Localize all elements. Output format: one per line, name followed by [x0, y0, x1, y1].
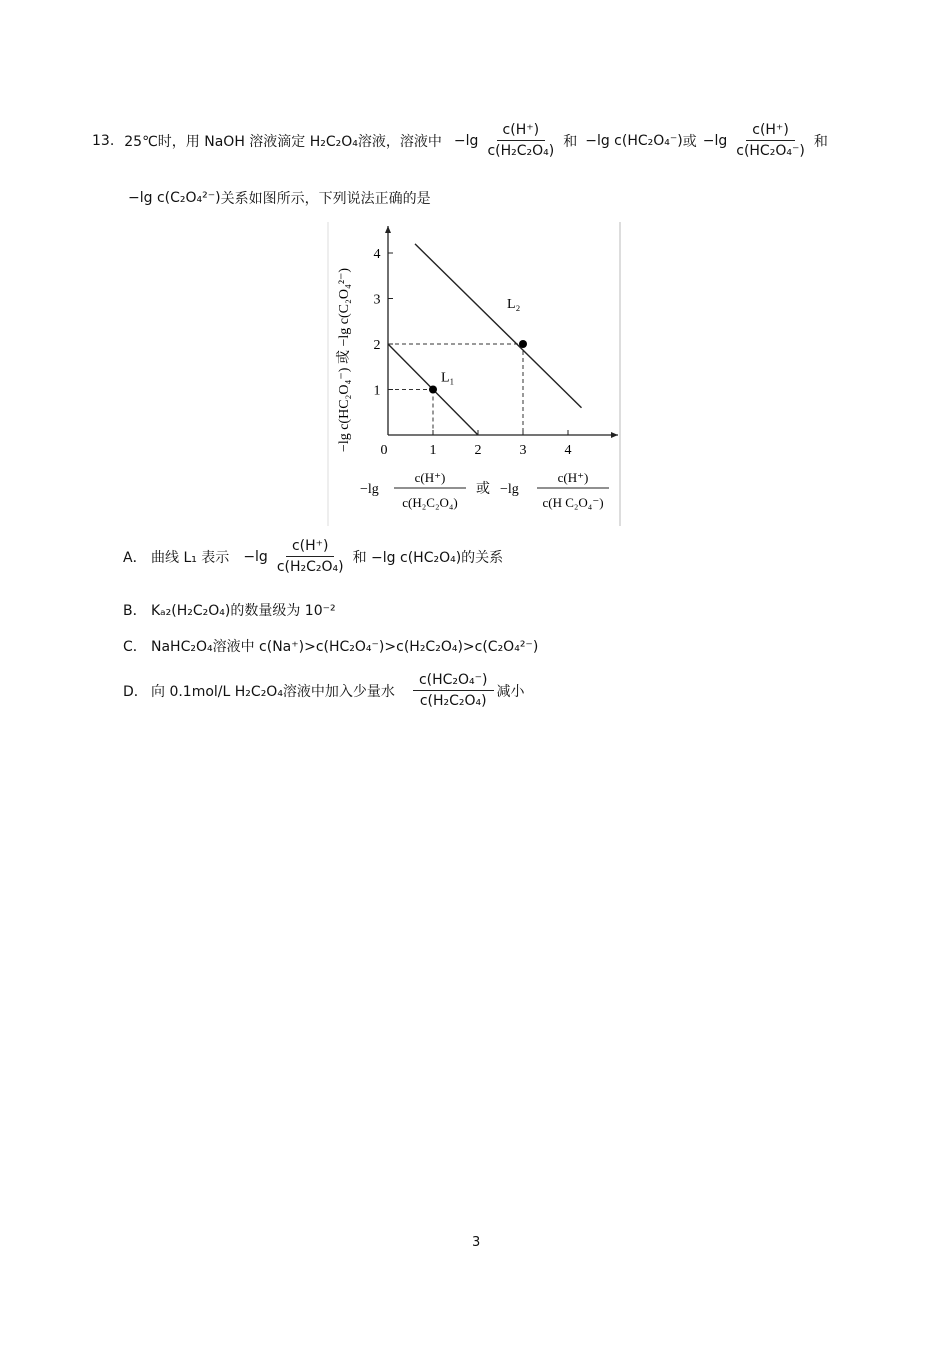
neglg-3: −lg: [702, 132, 728, 149]
page-number: 3: [472, 1235, 481, 1250]
series-label-1: L₁: [441, 370, 455, 386]
series-point-1: [429, 386, 437, 394]
line-chart: [326, 220, 622, 528]
fraction-3-denominator: c(HC₂O₄⁻): [736, 143, 805, 159]
series-point-2: [519, 340, 527, 348]
fraction-3-numerator: c(H⁺): [746, 122, 795, 141]
expr-4: −lg c(C₂O₄²⁻): [128, 190, 221, 206]
x-tick-label: 4: [564, 443, 572, 458]
and-1: 和: [563, 133, 578, 150]
option-c-text: NaHC₂O₄溶液中 c(Na⁺)>c(HC₂O₄⁻)>c(H₂C₂O₄)>c(C₂O₄²⁻): [151, 639, 539, 655]
option-d-label: D．: [123, 683, 148, 700]
chart-ticks: [374, 247, 572, 458]
question-stem-line2: [128, 188, 431, 208]
chart-axes: [385, 226, 618, 438]
or-1: 或: [682, 133, 697, 150]
fraction-3: [730, 122, 811, 159]
y-tick-label: 1: [373, 383, 381, 399]
x-label-denominator-2: c(H C₂O₄⁻): [542, 495, 604, 510]
y-tick-label: 2: [373, 338, 381, 353]
question-stem-line1: [92, 122, 828, 159]
y-axis-arrow: [385, 226, 391, 233]
fraction-1-denominator: c(H₂C₂O₄): [487, 143, 555, 159]
question-number: 13.: [92, 132, 115, 149]
x-label-denominator-1: c(H₂C₂O₄): [402, 495, 458, 510]
y-axis-label: −lg c(HC₂O₄⁻) 或 −lg c(C₂O₄²⁻): [337, 267, 352, 453]
and-2: 和: [813, 133, 828, 150]
x-label-numerator-2: c(H⁺): [557, 470, 589, 485]
series-line-2: [415, 244, 582, 408]
y-tick-label: 3: [373, 292, 381, 308]
neglg-1: −lg: [453, 132, 479, 149]
option-d: [123, 672, 525, 709]
question-tail: 关系如图所示，下列说法正确的是: [220, 191, 431, 207]
y-tick-label: 4: [373, 247, 381, 262]
x-label-neglg-1: −lg: [360, 482, 379, 497]
option-a-denominator: c(H₂C₂O₄): [276, 559, 344, 575]
x-axis-arrow: [611, 432, 618, 438]
chart-series: [388, 244, 582, 435]
option-c-label: C．: [123, 639, 147, 655]
x-tick-label: 2: [474, 443, 482, 458]
option-d-text-pre: 向 0.1mol/L H₂C₂O₄溶液中加入少量水: [151, 683, 395, 700]
option-a-text-post: 和 −lg c(HC₂O₄)的关系: [352, 549, 504, 566]
x-tick-label: 0: [380, 443, 388, 458]
option-d-text-post: 减小: [496, 683, 525, 700]
x-axis-label: [360, 470, 609, 510]
option-a-numerator: c(H⁺): [286, 538, 335, 557]
option-b-label: B．: [123, 603, 147, 619]
x-label-neglg-2: −lg: [500, 482, 519, 497]
option-d-numerator: c(HC₂O₄⁻): [413, 672, 494, 691]
option-d-denominator: c(H₂C₂O₄): [419, 693, 487, 709]
option-b: [123, 600, 336, 620]
x-tick-label: 1: [429, 443, 437, 458]
option-a-label: A．: [123, 549, 147, 566]
x-tick-label: 3: [519, 443, 527, 458]
option-a-fraction: [271, 538, 350, 575]
fraction-1: [481, 122, 560, 159]
x-label-or: 或: [476, 482, 490, 497]
option-a-neglg: −lg: [243, 548, 268, 565]
expr-2: −lg c(HC₂O₄⁻): [585, 132, 683, 149]
option-a-text-pre: 曲线 L₁ 表示: [151, 549, 230, 566]
series-label-2: L₂: [507, 297, 521, 312]
chart-guides: [388, 344, 523, 435]
x-label-numerator-1: c(H⁺): [414, 470, 446, 485]
option-b-text: Kₐ₂(H₂C₂O₄)的数量级为 10⁻²: [151, 603, 336, 619]
option-a: [123, 538, 503, 575]
option-d-fraction: [413, 672, 494, 709]
option-c: [123, 636, 538, 656]
fraction-1-numerator: c(H⁺): [497, 122, 546, 141]
question-lead: 25℃时，用 NaOH 溶液滴定 H₂C₂O₄溶液，溶液中: [124, 133, 442, 150]
